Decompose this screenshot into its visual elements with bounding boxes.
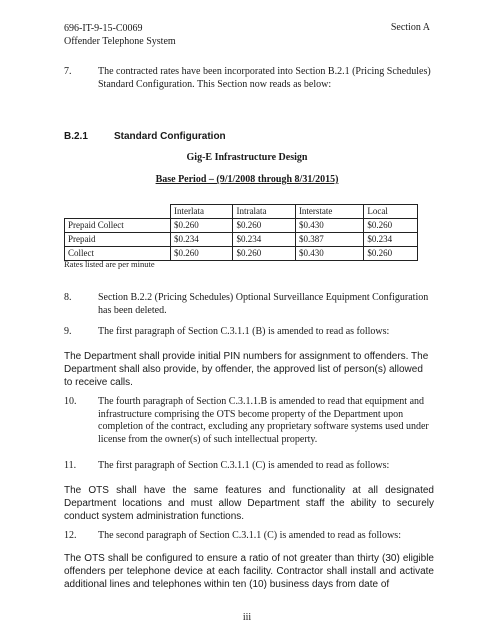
table-subtitle: Base Period – (9/1/2008 through 8/31/2015)	[155, 174, 339, 185]
table-corner-cell	[65, 205, 171, 219]
table-cell: $0.430	[295, 219, 363, 233]
row-label: Collect	[65, 247, 171, 261]
row-label: Prepaid Collect	[65, 219, 171, 233]
page-number: iii	[242, 612, 252, 623]
item-text: The second paragraph of Section C.3.1.1 (C) is amended to read as follows:	[98, 530, 401, 541]
amended-paragraph-11: The OTS shall have the same features and functionality at all designated Department locations and must allow Department staff the ability to securely conduct system administration functions.	[64, 485, 434, 522]
item-number: 7.	[64, 66, 72, 77]
column-header: Interlata	[171, 205, 233, 219]
rates-note: Rates listed are per minute	[64, 259, 155, 269]
item-number: 12.	[64, 530, 77, 541]
item-text: The fourth paragraph of Section C.3.1.1.B is amended to read that equipment and infrastructure comprising the OTS become property of the Department upon completion of the contract, excluding any proprietary software systems used under license from the owner(s) of such intellectual property.	[98, 396, 429, 445]
section-heading	[64, 131, 226, 142]
item-text: Section B.2.2 (Pricing Schedules) Optional Surveillance Equipment Configuration has been deleted.	[98, 292, 429, 316]
amended-paragraph-12: The OTS shall be configured to ensure a ratio of not greater than thirty (30) eligible offenders per telephone device at each facility. Contractor shall install and activate additional lines and telephones within ten (10) business days from date of	[64, 553, 434, 590]
table-header-row	[65, 205, 418, 219]
table-row	[65, 219, 418, 233]
item-number: 10.	[64, 396, 77, 407]
table-cell: $0.387	[295, 233, 363, 247]
item-7	[64, 66, 434, 91]
row-label: Prepaid	[65, 233, 171, 247]
table-cell: $0.234	[233, 233, 295, 247]
table-subtitle-wrap	[0, 174, 494, 185]
section-number: B.2.1	[64, 131, 88, 142]
table-cell: $0.260	[233, 247, 295, 261]
amended-paragraph-9: The Department shall provide initial PIN numbers for assignment to offenders. The Department shall also provide, by offender, the approved list of person(s) allowed to receive calls.	[64, 351, 429, 388]
table-cell: $0.234	[171, 233, 233, 247]
table-row	[65, 233, 418, 247]
item-9	[64, 326, 434, 339]
item-10	[64, 396, 434, 446]
document-id: 696-IT-9-15-C0069	[64, 23, 143, 34]
item-number: 8.	[64, 292, 72, 303]
column-header: Intralata	[233, 205, 295, 219]
item-text: The contracted rates have been incorporated into Section B.2.1 (Pricing Schedules) Standard Configuration. This Section now reads as below:	[98, 66, 431, 90]
table-cell: $0.260	[171, 247, 233, 261]
item-number: 9.	[64, 326, 72, 337]
item-11	[64, 460, 434, 473]
item-text: The first paragraph of Section C.3.1.1 (C) is amended to read as follows:	[98, 460, 390, 471]
item-number: 11.	[64, 460, 77, 471]
item-8	[64, 292, 434, 317]
item-text: The first paragraph of Section C.3.1.1 (B) is amended to read as follows:	[98, 326, 390, 337]
table-cell: $0.260	[364, 247, 418, 261]
table-cell: $0.234	[364, 233, 418, 247]
section-title: Standard Configuration	[114, 131, 226, 142]
table-cell: $0.260	[364, 219, 418, 233]
table-cell: $0.430	[295, 247, 363, 261]
table-title: Gig-E Infrastructure Design	[186, 152, 308, 163]
document-title: Offender Telephone System	[64, 36, 176, 47]
table-cell: $0.260	[233, 219, 295, 233]
column-header: Interstate	[295, 205, 363, 219]
section-label: Section A	[390, 22, 430, 33]
column-header: Local	[364, 205, 418, 219]
rates-table	[64, 204, 418, 261]
table-cell: $0.260	[171, 219, 233, 233]
item-12	[64, 530, 434, 543]
page-header-left	[64, 22, 176, 48]
